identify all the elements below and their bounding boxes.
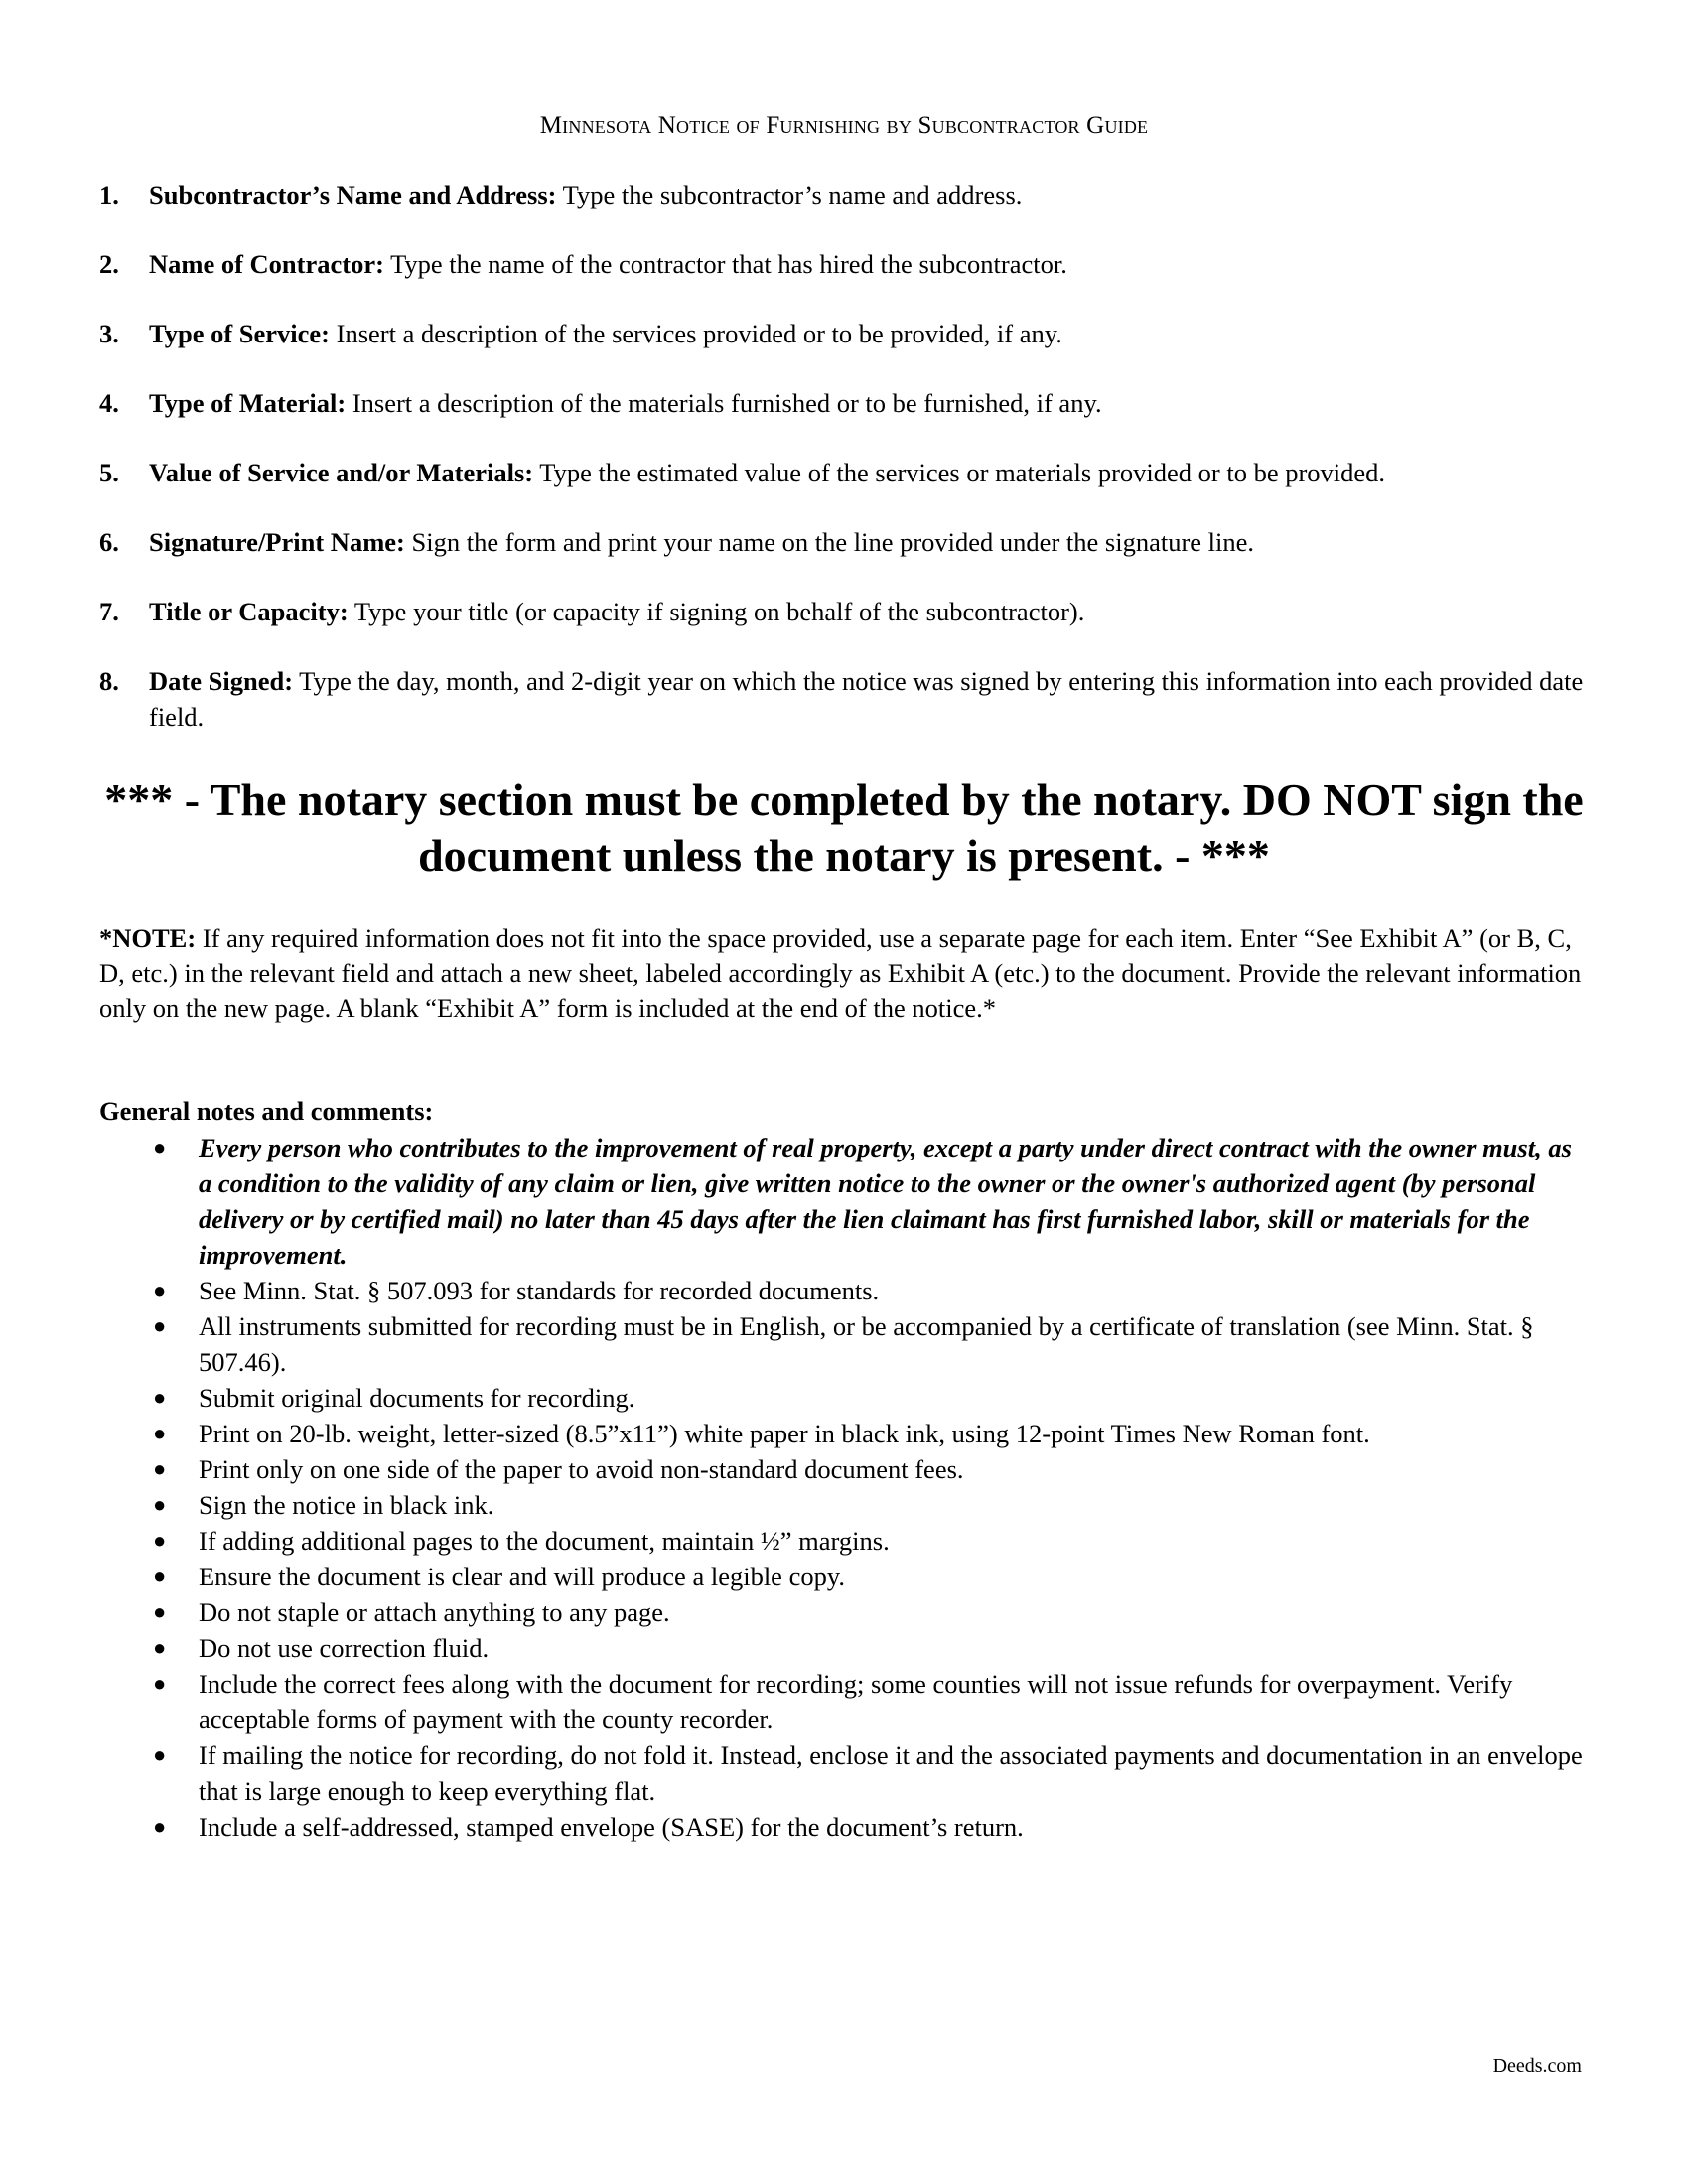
instruction-label: Value of Service and/or Materials: xyxy=(149,458,534,487)
instruction-item xyxy=(99,246,1589,282)
bullet-icon: ● xyxy=(153,1814,167,1839)
instruction-item xyxy=(99,385,1589,421)
list-item xyxy=(99,1737,1589,1809)
instruction-number: 8. xyxy=(99,666,119,696)
instruction-item xyxy=(99,316,1589,351)
bullet-icon: ● xyxy=(153,1635,167,1660)
list-item xyxy=(99,1523,1589,1559)
list-item xyxy=(99,1451,1589,1487)
bullet-icon: ● xyxy=(153,1278,167,1302)
instruction-label: Subcontractor’s Name and Address: xyxy=(149,180,557,209)
bullet-icon: ● xyxy=(153,1456,167,1481)
list-item-text: If adding additional pages to the document, maintain ½” margins. xyxy=(199,1526,890,1556)
instruction-text: Type the day, month, and 2-digit year on which the notice was signed by entering this information into each provided date field. xyxy=(149,666,1584,732)
instruction-label: Date Signed: xyxy=(149,666,294,696)
list-item xyxy=(99,1594,1589,1630)
bullet-icon: ● xyxy=(153,1599,167,1624)
general-notes-heading: General notes and comments: xyxy=(99,1096,434,1126)
note-text: If any required information does not fit into the space provided, use a separate page for each item. Enter “See Exhibit A” (or B, C, D, etc.) in the relevant field and attach a new sheet, labeled accordingly as Exhibit A (etc.) to the document. Provide the relevant information only on the new page. A blank “Exhibit A” form is included at the end of the notice.* xyxy=(99,923,1582,1023)
general-notes-list xyxy=(99,1130,1589,1844)
instruction-item xyxy=(99,594,1589,629)
bullet-icon: ● xyxy=(153,1385,167,1410)
list-item xyxy=(99,1630,1589,1666)
bullet-icon: ● xyxy=(153,1742,167,1767)
instruction-text: Insert a description of the services provided or to be provided, if any. xyxy=(330,319,1062,348)
instruction-text: Type your title (or capacity if signing on behalf of the subcontractor). xyxy=(348,597,1085,626)
bullet-icon: ● xyxy=(153,1528,167,1553)
instruction-label: Title or Capacity: xyxy=(149,597,349,626)
instruction-text: Type the estimated value of the services or materials provided or to be provided. xyxy=(533,458,1386,487)
instruction-list xyxy=(99,177,1589,768)
list-item-text: Print on 20-lb. weight, letter-sized (8.5”x11”) white paper in black ink, using 12-point Times New Roman font. xyxy=(199,1419,1370,1448)
list-item xyxy=(99,1666,1589,1737)
instruction-number: 3. xyxy=(99,319,119,348)
bullet-icon: ● xyxy=(153,1671,167,1696)
instruction-label: Type of Service: xyxy=(149,319,331,348)
list-item-text: All instruments submitted for recording must be in English, or be accompanied by a certificate of translation (see Minn. Stat. § 507.46). xyxy=(199,1311,1534,1377)
note-label: *NOTE: xyxy=(99,923,197,953)
instruction-number: 7. xyxy=(99,597,119,626)
list-item-text: If mailing the notice for recording, do not fold it. Instead, enclose it and the associated payments and documentation in an envelope that is large enough to keep everything flat. xyxy=(199,1740,1583,1806)
list-item-text: Submit original documents for recording. xyxy=(199,1383,635,1413)
instruction-label: Signature/Print Name: xyxy=(149,527,405,557)
instruction-item xyxy=(99,177,1589,212)
bullet-icon: ● xyxy=(153,1313,167,1338)
list-item xyxy=(99,1487,1589,1523)
list-item xyxy=(99,1809,1589,1844)
list-item-text: Print only on one side of the paper to avoid non-standard document fees. xyxy=(199,1454,964,1484)
instruction-item xyxy=(99,524,1589,560)
document-title: Minnesota Notice of Furnishing by Subcontractor Guide xyxy=(539,112,1149,139)
list-item-text: Do not use correction fluid. xyxy=(199,1633,490,1663)
instruction-number: 2. xyxy=(99,249,119,279)
instruction-number: 1. xyxy=(99,180,119,209)
instruction-number: 4. xyxy=(99,388,119,418)
instruction-text: Insert a description of the materials furnished or to be furnished, if any. xyxy=(346,388,1102,418)
instruction-number: 6. xyxy=(99,527,119,557)
instruction-text: Type the subcontractor’s name and address. xyxy=(556,180,1023,209)
exhibit-note xyxy=(99,921,1589,1025)
list-item-text: Sign the notice in black ink. xyxy=(199,1490,494,1520)
list-item xyxy=(99,1380,1589,1416)
instruction-item xyxy=(99,663,1589,735)
list-item-text: Do not staple or attach anything to any page. xyxy=(199,1597,670,1627)
instruction-label: Name of Contractor: xyxy=(149,249,384,279)
list-item-text: Ensure the document is clear and will produce a legible copy. xyxy=(199,1562,845,1591)
bullet-icon: ● xyxy=(153,1421,167,1445)
instruction-number: 5. xyxy=(99,458,119,487)
footer-brand: Deeds.com xyxy=(1492,2055,1582,2077)
list-item xyxy=(99,1559,1589,1594)
list-item-text: See Minn. Stat. § 507.093 for standards for recorded documents. xyxy=(199,1276,880,1305)
list-item-text: Include the correct fees along with the document for recording; some counties will not issue refunds for overpayment. Verify acceptable forms of payment with the county recorder. xyxy=(199,1669,1513,1734)
list-item xyxy=(99,1308,1589,1380)
list-item xyxy=(99,1273,1589,1308)
list-item-text: Every person who contributes to the improvement of real property, except a party under direct contract with the owner must, as a condition to the validity of any claim or lien, give written notice to the owner or the owner's authorized agent (by personal delivery or by certified mail) no later than 45 days after the lien claimant has first furnished labor, skill or materials for the improvement. xyxy=(199,1133,1572,1270)
list-item xyxy=(99,1416,1589,1451)
instruction-label: Type of Material: xyxy=(149,388,347,418)
notary-warning: *** - The notary section must be completed by the notary. DO NOT sign the document unless the notary is present. - *** xyxy=(104,774,1584,881)
bullet-icon: ● xyxy=(153,1135,167,1160)
bullet-icon: ● xyxy=(153,1492,167,1517)
instruction-item xyxy=(99,455,1589,490)
list-item xyxy=(99,1130,1589,1273)
instruction-text: Type the name of the contractor that has hired the subcontractor. xyxy=(383,249,1067,279)
bullet-icon: ● xyxy=(153,1564,167,1588)
instruction-text: Sign the form and print your name on the line provided under the signature line. xyxy=(404,527,1255,557)
list-item-text: Include a self-addressed, stamped envelope (SASE) for the document’s return. xyxy=(199,1812,1024,1842)
